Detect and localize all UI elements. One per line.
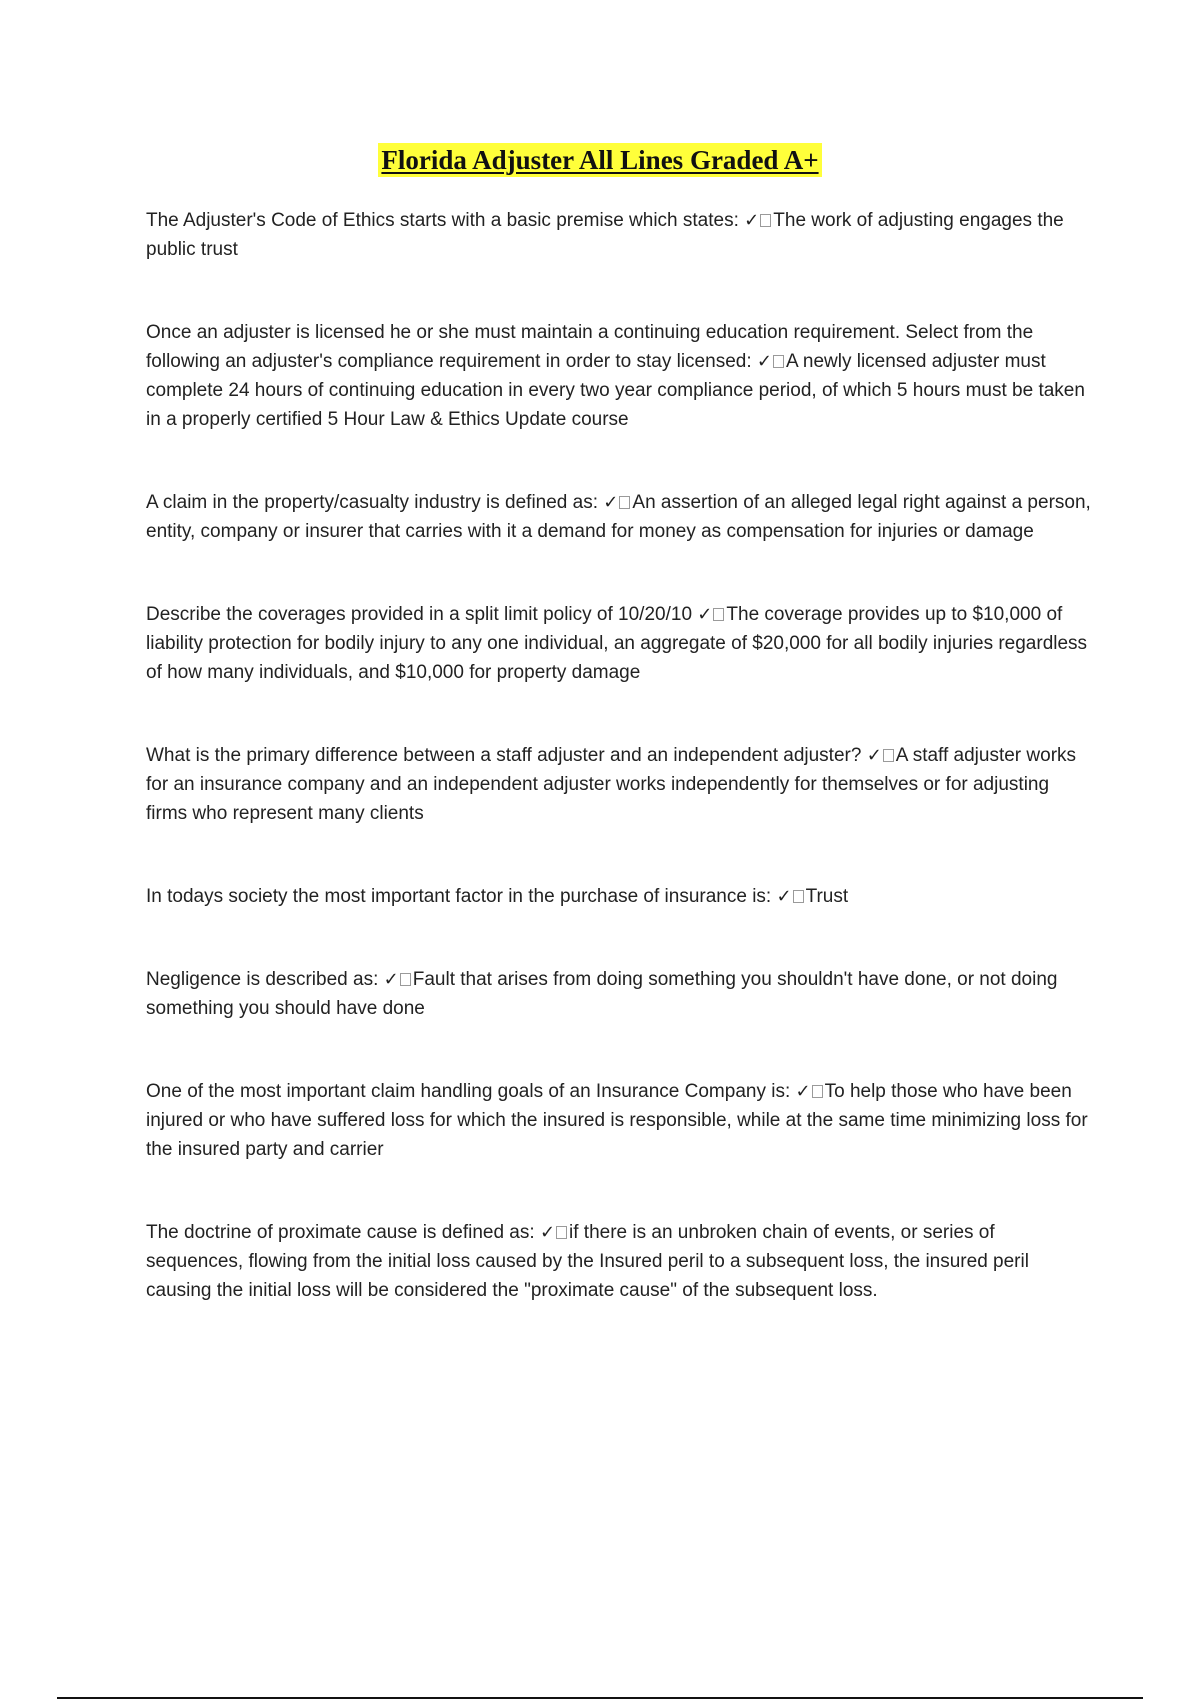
answer-text: if there is an unbroken chain of events, or series of sequences, flowing from the initial loss caused by the Insured peril to a subsequent loss, the insured peril causing the initial loss will be considered the "proximate cause" of the subsequent loss. [146,1222,1029,1301]
answer-text: An assertion of an alleged legal right against a person, entity, company or insurer that carries with it a demand for money as compensation for injuries or damage [146,492,1091,542]
page-title: Florida Adjuster All Lines Graded A+ [378,143,821,177]
qa-item [146,488,1091,546]
answer-text: Fault that arises from doing something you shouldn't have done, or not doing something you should have done [146,969,1058,1019]
answer-text: To help those who have been injured or who have suffered loss for which the insured is responsible, while at the same time minimizing loss for the insured party and carrier [146,1081,1088,1160]
qa-item [146,600,1091,687]
check-icon: ✓ [539,1222,556,1243]
qa-list [146,206,1091,1359]
check-icon: ✓ [866,745,882,766]
question-text: What is the primary difference between a staff adjuster and an independent adjuster? [146,745,862,766]
qa-item [146,206,1091,264]
qa-item [146,318,1091,434]
answer-text: The work of adjusting engages the public trust [146,210,1064,260]
footer-divider [57,1697,1143,1699]
placeholder-box-icon [400,973,411,986]
placeholder-box-icon [619,496,630,509]
placeholder-box-icon [883,749,894,762]
answer-text: A newly licensed adjuster must complete 24 hours of continuing education in every two year compliance period, of which 5 hours must be taken in a properly certified 5 Hour Law & Ethics Update course [146,351,1085,430]
qa-item [146,1077,1091,1164]
question-text: In todays society the most important factor in the purchase of insurance is: [146,886,772,907]
check-icon: ✓ [756,351,772,372]
placeholder-box-icon [773,355,784,368]
question-text: Negligence is described as: [146,969,379,990]
placeholder-box-icon [760,214,771,227]
check-icon: ✓ [795,1081,811,1102]
question-text: Once an adjuster is licensed he or she must maintain a continuing education requirement. Select from the following an adjuster's compliance requirement in order to stay licensed: [146,322,1034,372]
check-icon: ✓ [776,886,792,907]
placeholder-box-icon [812,1085,823,1098]
placeholder-box-icon [793,890,804,903]
question-text: Describe the coverages provided in a split limit policy of 10/20/10 [146,604,693,625]
qa-item [146,965,1091,1023]
placeholder-box-icon [713,608,724,621]
question-text: One of the most important claim handling goals of an Insurance Company is: [146,1081,791,1102]
answer-text: A staff adjuster works for an insurance company and an independent adjuster works independently for themselves or for adjusting firms who represent many clients [146,745,1077,824]
qa-item [146,741,1091,828]
question-text: A claim in the property/casualty industry is defined as: [146,492,599,513]
check-icon: ✓ [383,969,399,990]
check-icon: ✓ [603,492,619,513]
check-icon: ✓ [744,210,760,231]
question-text: The Adjuster's Code of Ethics starts with a basic premise which states: [146,210,739,231]
check-icon: ✓ [697,604,713,625]
answer-text: The coverage provides up to $10,000 of liability protection for bodily injury to any one individual, an aggregate of $20,000 for all bodily injuries regardless of how many individuals, and $10,000 for property damage [146,604,1088,683]
answer-text: Trust [805,886,849,907]
qa-item [146,882,1091,911]
title-block [0,143,1200,177]
question-text: The doctrine of proximate cause is defined as: [146,1222,535,1243]
qa-item [146,1218,1091,1305]
placeholder-box-icon [556,1226,567,1239]
